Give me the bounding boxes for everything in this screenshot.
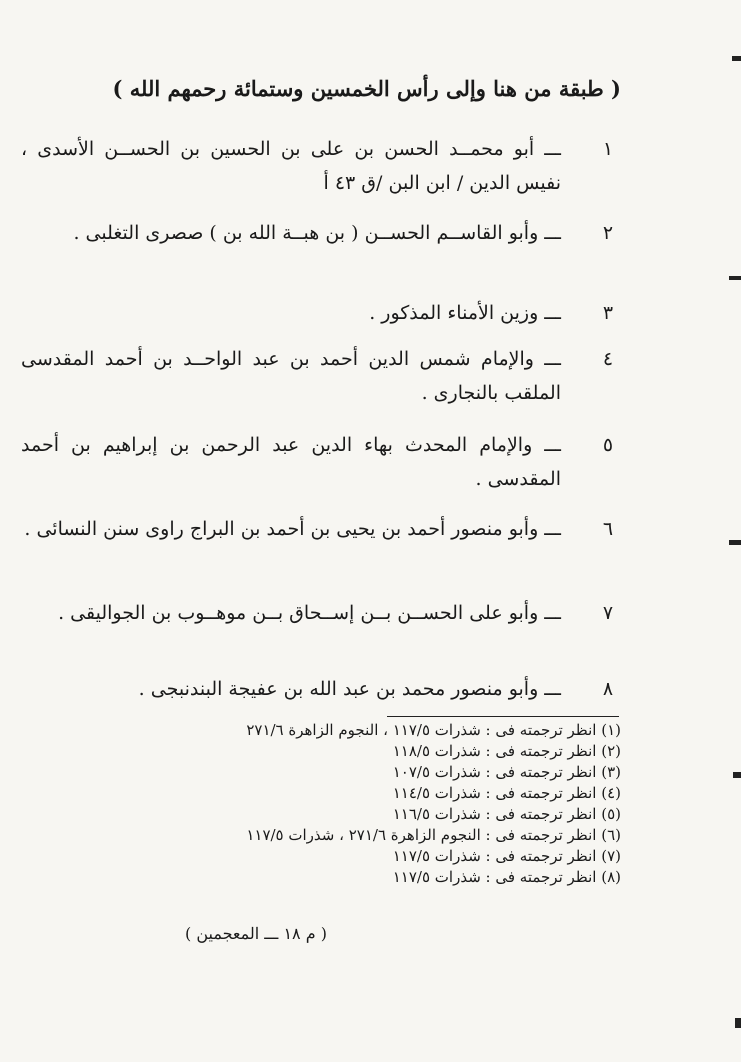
entry-4 <box>21 342 621 410</box>
entry-number: ٧ <box>602 602 614 624</box>
entry-text: ـــ وأبو القاســم الحســن ( بن هبــة الله بن ) صصرى التغلبى . <box>73 222 561 244</box>
entry-text: ـــ والإمام شمس الدين أحمد بن عبد الواحــد بن أحمد المقدسى الملقب بالنجارى . <box>21 348 561 404</box>
footnote-1: (١) انظر ترجمته فى : شذرات ١١٧/٥ ، النجوم الزاهرة ٢٧١/٦ <box>246 721 621 739</box>
footnotes <box>131 720 621 888</box>
entry-7 <box>21 596 621 630</box>
footnote-7: (٧) انظر ترجمته فى : شذرات ١١٧/٥ <box>392 847 621 865</box>
entry-text: ـــ وزين الأمناء المذكور . <box>369 302 561 324</box>
entry-5 <box>21 428 621 496</box>
scan-mark <box>735 1018 741 1028</box>
entry-text: ـــ أبو محمــد الحسن بن على بن الحسين بن الحســن الأسدى ، نفيس الدين / ابن البن /ق ٤٣ أ <box>21 138 561 194</box>
footnote-4: (٤) انظر ترجمته فى : شذرات ١١٤/٥ <box>392 784 621 802</box>
footnote-6: (٦) انظر ترجمته فى : النجوم الزاهرة ٢٧١/٦ ، شذرات ١١٧/٥ <box>246 826 621 844</box>
footnote-3: (٣) انظر ترجمته فى : شذرات ١٠٧/٥ <box>392 763 621 781</box>
entry-number: ٦ <box>602 518 614 540</box>
entry-number: ٤ <box>602 348 614 370</box>
section-heading: ( طبقة من هنا وإلى رأس الخمسين وستمائة رحمهم الله ) <box>112 76 621 101</box>
entry-number: ٥ <box>602 434 614 456</box>
entry-number: ١ <box>602 138 614 160</box>
footnote-5: (٥) انظر ترجمته فى : شذرات ١١٦/٥ <box>392 805 621 823</box>
scan-mark <box>729 276 741 280</box>
footnote-8: (٨) انظر ترجمته فى : شذرات ١١٧/٥ <box>392 868 621 886</box>
page-signature: ( م ١٨ ـــ المعجمين ) <box>185 924 327 943</box>
entry-3 <box>21 296 621 330</box>
entry-number: ٣ <box>602 302 614 324</box>
entry-8 <box>21 672 621 706</box>
entry-number: ٢ <box>602 222 614 244</box>
entry-text: ـــ والإمام المحدث بهاء الدين عبد الرحمن بن إبراهيم بن أحمد المقدسى . <box>21 434 561 490</box>
entry-6 <box>21 512 621 546</box>
entry-number: ٨ <box>602 678 614 700</box>
entry-text: ـــ وأبو منصور أحمد بن يحيى بن أحمد بن البراج راوى سنن النسائى . <box>24 518 561 540</box>
entry-1 <box>21 132 621 200</box>
scan-mark <box>729 540 741 545</box>
entry-text: ـــ وأبو على الحســن بــن إســحاق بــن موهــوب بن الجواليقى . <box>58 602 561 624</box>
footnote-2: (٢) انظر ترجمته فى : شذرات ١١٨/٥ <box>392 742 621 760</box>
entry-text: ـــ وأبو منصور محمد بن عبد الله بن عفيجة البندنبجى . <box>138 678 561 700</box>
footnote-divider <box>387 716 619 717</box>
scan-mark <box>733 772 741 778</box>
entry-2 <box>21 216 621 250</box>
scan-mark <box>732 56 741 61</box>
